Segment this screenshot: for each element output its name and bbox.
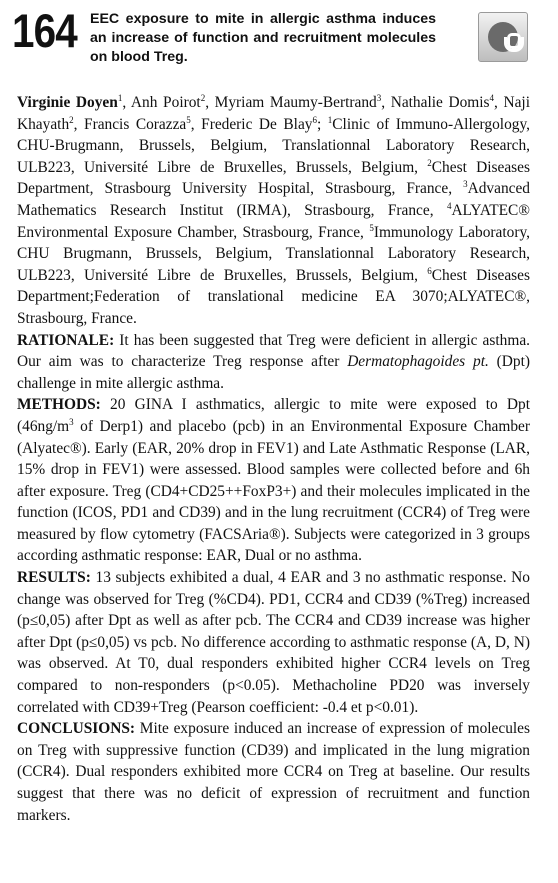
- abstract-body: [17, 92, 530, 826]
- author-name: , Frederic De Blay: [190, 115, 313, 133]
- podcast-badge[interactable]: [478, 12, 528, 62]
- methods-heading: METHODS:: [17, 396, 101, 414]
- author-sup: 2: [69, 114, 74, 125]
- methods-text: 20 GINA I asthmatics, allergic to mite were exposed to Dpt (46ng/m: [17, 396, 530, 435]
- author-sup: 4: [489, 93, 495, 103]
- author-name: , Naji Khayath: [17, 94, 530, 133]
- abstract-title: EEC exposure to mite in allergic asthma induces an increase of function and recruitment molecules on blood Treg.: [90, 11, 436, 65]
- author-sup: 5: [186, 114, 191, 125]
- conclusions-section: [17, 718, 530, 826]
- authors-affiliations: [17, 92, 530, 330]
- conclusions-text: Mite exposure induced an increase of expression of molecules on Treg with suppressive function (CD39) and implicated in the lung migration (CCR4). Dual responders exhibited more CCR4 on Treg at baseline. Our results suggest that there was no deficit of expression of recruitment and function markers.: [17, 720, 530, 824]
- affiliation-sup: 2: [427, 157, 432, 168]
- author-separator: ;: [316, 115, 328, 133]
- author-name: , Francis Corazza: [73, 115, 187, 133]
- affiliation-sup: 1: [327, 114, 333, 125]
- podcast-head-icon: [507, 33, 521, 49]
- affiliation-text: Chest Diseases Department, Strasbourg University Hospital, Strasbourg, France,: [17, 158, 530, 198]
- affiliation-sup: 6: [427, 265, 432, 276]
- author-sup: 3: [376, 93, 382, 103]
- methods-section: [17, 394, 530, 567]
- affiliation-sup: 3: [463, 179, 468, 190]
- species-name: Dermatophagoides pt.: [347, 353, 489, 371]
- affiliation-text: Clinic of Immuno-Allergology, CHU-Brugmann, Brussels, Belgium, Translationnal Laboratory Research, ULB223, Université Libre de Bruxelles, Brussels, Belgium,: [17, 115, 531, 176]
- abstract-header: [12, 4, 546, 90]
- results-text: 13 subjects exhibited a dual, 4 EAR and 3 no asthmatic response. No change was observed for Treg (%CD4). PD1, CCR4 and CD39 (%Treg) increased (p≤0,05) after Dpt as well as after pcb. The CCR4 and CD39 increase was higher after Dpt (p≤0,05) vs pcb. No difference according to asthmatic response (A, D, N) was observed. At T0, dual responders exhibited higher CCR4 levels on Treg compared to non-responders (p<0.05). Methacholine PD20 was inversely correlated with CD39+Treg (Pearson coefficient: -0.4 et p<0.01).: [17, 569, 530, 716]
- rationale-text-end: (Dpt) challenge in mite allergic asthma.: [17, 353, 530, 392]
- author-name: , Myriam Maumy-Bertrand: [205, 94, 377, 111]
- affiliation-text: Advanced Mathematics Research Institut (IRMA), Strasbourg, France,: [17, 180, 530, 219]
- conclusions-heading: CONCLUSIONS:: [17, 720, 136, 738]
- rationale-section: [17, 330, 530, 395]
- affiliation-sup: 5: [369, 222, 374, 233]
- unit-superscript: 3: [69, 416, 74, 427]
- author-sup: 1: [117, 93, 123, 103]
- abstract-number: 164: [12, 4, 77, 57]
- affiliation-text: Chest Diseases Department;Federation of translational medicine EA 3070;ALYATEC®, Strasbourg, France.: [17, 266, 530, 327]
- affiliation-text: ALYATEC® Environmental Exposure Chamber, Strasbourg, France,: [17, 201, 530, 241]
- author-sup: 6: [312, 114, 317, 125]
- results-heading: RESULTS:: [17, 569, 91, 587]
- author-sup: 2: [200, 93, 206, 103]
- affiliation-sup: 4: [446, 200, 452, 211]
- methods-text-end: of Derp1) and placebo (pcb) in an Environmental Exposure Chamber (Alyatec®). Early (EAR, 20% drop in FEV1) and Late Asthmatic Response (LAR, 15% drop in FEV1) were assessed. Blood samples were collected before and 6h after exposure. Treg (CD4+CD25++FoxP3+) and their molecules implicated in the function (ICOS, PD1 and CD39) and in the lung recruitment (CCR4) of Treg were measured by flow cytometry (FACSAria®). Subjects were categorized in 3 groups according asthmatic response: EAR, Dual or no asthma.: [17, 417, 530, 565]
- affiliation-text: Immunology Laboratory, CHU Brugmann, Brussels, Belgium, Translationnal Laboratory Research, ULB223, Université Libre de Bruxelles, Brussels, Belgium,: [17, 223, 530, 284]
- audio-podcast-icon: [488, 22, 518, 52]
- results-section: [17, 567, 530, 718]
- author-name: , Anh Poirot: [122, 94, 201, 111]
- author-name: , Nathalie Domis: [381, 94, 490, 111]
- lead-author: Virginie Doyen: [17, 94, 118, 111]
- rationale-heading: RATIONALE:: [17, 331, 115, 349]
- rationale-text: It has been suggested that Treg were deficient in allergic asthma. Our aim was to characterize Treg response after: [17, 331, 530, 371]
